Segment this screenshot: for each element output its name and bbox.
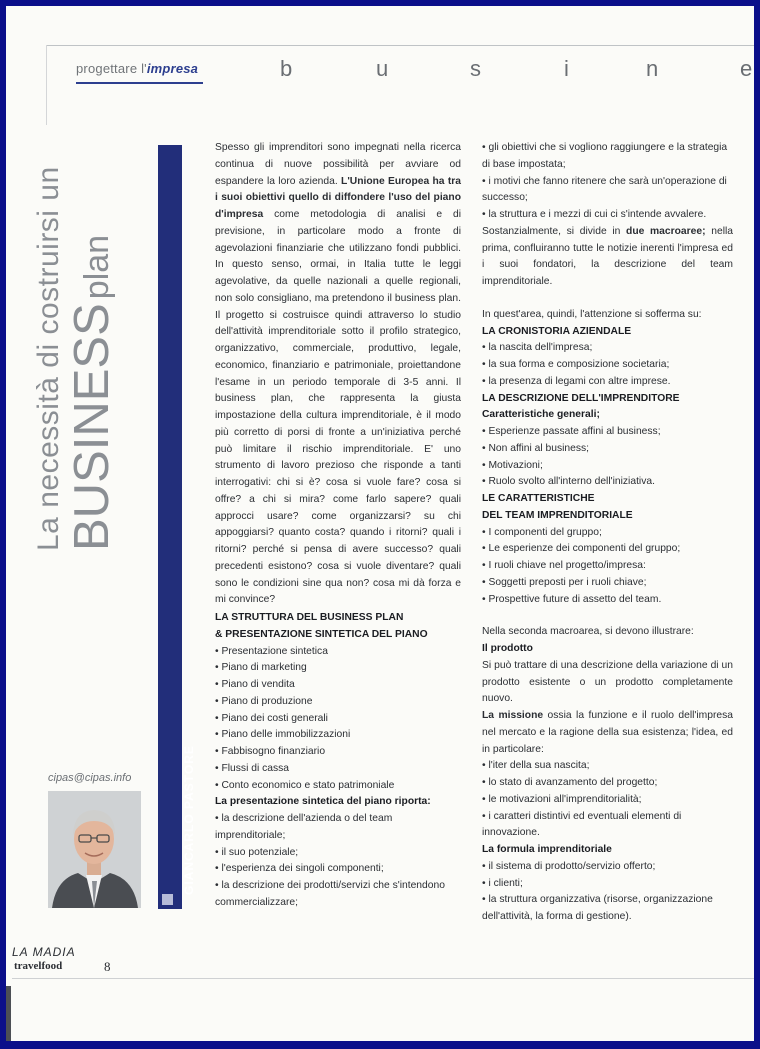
subheading: La formula imprenditoriale	[482, 844, 612, 855]
author-email: cipas@cipas.info	[48, 772, 132, 784]
list-item: • Fabbisogno finanziario	[215, 744, 461, 761]
text-column-right	[482, 140, 733, 926]
paragraph	[482, 307, 733, 324]
list-item: • la presenza di legami con altre imprese.	[482, 374, 733, 391]
list-item: • Presentazione sintetica	[215, 644, 461, 661]
subheading: La presentazione sintetica del piano riporta:	[215, 796, 431, 808]
list-item: • Piano di marketing	[215, 660, 461, 677]
list-item: • Flussi di cassa	[215, 761, 461, 778]
list-item: • Prospettive future di assetto del team.	[482, 592, 733, 609]
section-underline	[76, 82, 203, 84]
list-item: • Le esperienze dei componenti del gruppo;	[482, 541, 733, 558]
spacer	[482, 291, 733, 307]
spaced-letter: s	[470, 56, 481, 81]
page-edge	[6, 986, 11, 1041]
text-run: Si può trattare di una descrizione della variazione di un prodotto esistente o un prodotto completamente nuovo.	[482, 659, 733, 705]
magazine-page	[6, 6, 754, 1041]
list-item: • l'iter della sua nascita;	[482, 758, 733, 775]
list-item: • la sua forma e composizione societaria;	[482, 357, 733, 374]
subheading: Caratteristiche generali;	[482, 409, 600, 421]
list-item: • i caratteri distintivi ed eventuali elementi di innovazione.	[482, 809, 733, 843]
magazine-logo: LA MADIA	[12, 945, 76, 959]
list-item: • i motivi che fanno ritenere che sarà un'operazione di successo;	[482, 174, 733, 208]
subheading: DEL TEAM IMPRENDITORIALE	[482, 509, 633, 521]
bold-text: L'Unione Europea ha tra i suoi obiettivi quello di diffondere l'uso del piano d'impresa	[215, 175, 461, 220]
article-title	[34, 166, 117, 551]
list-item: • Piano di produzione	[215, 694, 461, 711]
list-item: • lo stato di avanzamento del progetto;	[482, 775, 733, 792]
subheading: LA DESCRIZIONE DELL'IMPRENDITORE	[482, 392, 680, 404]
list-item: • gli obiettivi che si vogliono raggiungere e la strategia di base impostata;	[482, 140, 733, 174]
subheading: LA CRONISTORIA AZIENDALE	[482, 325, 632, 337]
list-item: • I componenti del gruppo;	[482, 525, 733, 542]
list-item: • Ruolo svolto all'interno dell'iniziativa.	[482, 474, 733, 491]
subheading: LA STRUTTURA DEL BUSINESS PLAN	[215, 612, 404, 623]
text-column-left	[215, 140, 461, 609]
text-run: Sostanzialmente, si divide in	[482, 225, 627, 237]
list-item: • la nascita dell'impresa;	[482, 340, 733, 357]
author-square	[162, 894, 173, 905]
text-run: nella prima, confluiranno tutte le notizie inerenti l'impresa ed i suoi fondatori, la descrizione del team imprenditoriale.	[482, 225, 733, 287]
list-item: • Non affini al business;	[482, 441, 733, 458]
footer-rule	[12, 978, 754, 979]
spacer	[482, 608, 733, 624]
text-column-left-block	[215, 610, 461, 912]
author-name: GIANCARLO PASTORE	[182, 745, 196, 895]
paragraph	[482, 224, 733, 291]
title-plan: plan	[78, 234, 116, 300]
list-item: • Piano di vendita	[215, 677, 461, 694]
spaced-letter: i	[564, 56, 569, 81]
list-item: • Conto economico e stato patrimoniale	[215, 778, 461, 795]
list-item: • la struttura organizzativa (risorse, organizzazione dell'attività, la forma di gestione).	[482, 892, 733, 926]
paragraph	[482, 658, 733, 708]
author-bar	[158, 145, 182, 909]
left-rule	[46, 45, 47, 125]
text-run: Spesso gli imprenditori sono impegnati nella ricerca continua di nuove possibilità per avviare od espandere la loro azienda.	[215, 142, 461, 187]
list-item: • Soggetti preposti per i ruoli chiave;	[482, 575, 733, 592]
list-item: • il suo potenziale;	[215, 845, 461, 862]
spaced-letter: u	[376, 56, 389, 81]
paragraph	[482, 708, 733, 758]
top-rule	[46, 45, 754, 46]
text-run: Nella seconda macroarea, si devono illustrare:	[482, 626, 694, 638]
list-item: • la descrizione dei prodotti/servizi che s'intendono commercializzare;	[215, 878, 461, 912]
bold-text: due macroaree;	[626, 225, 706, 237]
magazine-subtitle: travelfood	[14, 960, 63, 972]
list-item: • l'esperienza dei singoli componenti;	[215, 861, 461, 878]
list-item: • Motivazioni;	[482, 458, 733, 475]
title-line1: La necessità di costruirsi un	[32, 166, 65, 551]
paragraph	[215, 140, 461, 609]
text-run: ossia la funzione e il ruolo dell'impresa nel mercato e la ragione della sua esistenza; l'idea, ed in particolare:	[482, 710, 734, 755]
subheading: LE CARATTERISTICHE	[482, 493, 595, 504]
list-item: • i clienti;	[482, 876, 733, 893]
list-item: • le motivazioni all'imprenditorialità;	[482, 792, 733, 809]
list-item: • Piano dei costi generali	[215, 711, 461, 728]
paragraph	[482, 624, 733, 641]
spaced-letter: n	[646, 56, 659, 81]
list-item: • la struttura e i mezzi di cui ci s'intende avvalere.	[482, 207, 733, 224]
title-business: BUSINESS	[65, 303, 119, 551]
text-run: come metodologia di analisi e di previsione, in particolare modo a fronte di agevolazioni finanziarie che utilizzano fondi pubblici. In questo senso, ormai, in Italia tutte le leggi agevolative, da quelle nazionali a quelle regionali, non solo consigliano, ma pretendono il business plan. Il progetto si costruisce quindi attraverso lo studio dell'attività imprenditoriale sotto il profilo strategico, organizzativo, commerciale, produttivo, legale, economico, finanziario e patrimoniale, proiettandone l'esame in un periodo temporale di 3-5 anni. Il business plan, che rappresenta la giusta impostazione della cultura imprenditoriale, è il modo più corretto di porsi di fronte a un'iniziativa perché può limitare il rischio imprenditoriale. E' uno strumento di lavoro prezioso che risponde a tanti interrogativi: chi si è? cosa si vuole fare? cosa si offre? a chi si mira? come farlo sapere? quali approcci usare? come organizzarsi? su chi appoggiarsi? quanto costa? quando i ritorni? quali i ritorni? perché si pensa di avere successo? quali precedenti esistono? cosa si vuole diventare? quali sono le condizioni sine qua non? cosa mi dà forza e mi convince?	[215, 209, 461, 606]
list-item: • I ruoli chiave nel progetto/impresa:	[482, 558, 733, 575]
subheading: & PRESENTAZIONE SINTETICA DEL PIANO	[215, 628, 428, 640]
list-item: • Piano delle immobilizzazioni	[215, 727, 461, 744]
text-run: In quest'area, quindi, l'attenzione si sofferma su:	[482, 308, 702, 320]
subheading: Il prodotto	[482, 643, 533, 654]
section-label-bold: impresa	[146, 61, 199, 76]
list-item: • Esperienze passate affini al business;	[482, 424, 733, 441]
list-item: • il sistema di prodotto/servizio offerto;	[482, 859, 733, 876]
page-number: 8	[104, 959, 111, 974]
spaced-letter: b	[280, 56, 293, 81]
list-item: • la descrizione dell'azienda o del team imprenditoriale;	[215, 811, 461, 845]
section-label: progettare l'impresa	[76, 61, 199, 76]
spaced-letter: e	[740, 56, 753, 81]
bold-text: La missione	[482, 710, 544, 721]
author-portrait-icon	[48, 791, 141, 908]
author-photo	[48, 791, 141, 908]
